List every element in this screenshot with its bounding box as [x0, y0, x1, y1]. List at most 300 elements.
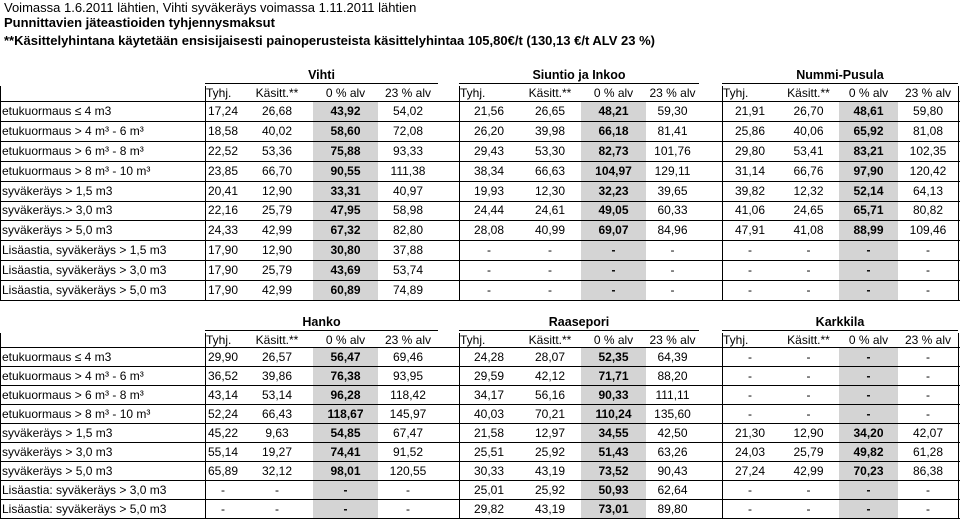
price-cell: 29,59: [473, 368, 505, 383]
price-cell: 60,89: [330, 283, 361, 298]
group-header: Vihti: [308, 68, 335, 82]
price-cell: 110,24: [595, 406, 632, 421]
price-cell: 90,33: [598, 387, 629, 402]
price-cell: -: [487, 283, 491, 298]
price-cell: 111,38: [390, 163, 426, 178]
price-cell: 135,60: [654, 406, 691, 421]
column-header: Käsitt.**: [528, 86, 572, 100]
price-cell: 120,55: [389, 463, 427, 478]
price-cell: 26,57: [261, 349, 293, 364]
row-rule: [0, 499, 960, 500]
price-cell: 30,80: [330, 243, 361, 258]
price-cell: 43,69: [330, 263, 361, 278]
price-cell: -: [926, 387, 930, 402]
price-cell: 76,38: [330, 368, 361, 383]
row-rule: [0, 121, 960, 122]
row-label: Lisäastia: syväkeräys > 5,0 m3: [2, 501, 167, 516]
price-cell: -: [806, 283, 811, 298]
price-cell: 39,98: [534, 123, 566, 138]
price-cell: 18,58: [207, 123, 239, 138]
price-cell: 64,13: [912, 183, 944, 198]
price-cell: 41,06: [734, 203, 766, 218]
price-cell: -: [926, 283, 930, 298]
price-cell: -: [806, 368, 811, 383]
column-header: 0 % alv: [593, 333, 634, 347]
price-cell: -: [611, 283, 616, 298]
row-label: Lisäastia, syväkeräys > 1,5 m3: [2, 243, 167, 258]
price-cell: -: [866, 368, 871, 383]
price-cell: 12,90: [261, 183, 293, 198]
price-cell: 53,36: [261, 143, 293, 158]
price-cell: 96,28: [330, 387, 361, 402]
price-cell: 88,20: [657, 368, 688, 383]
row-rule: [0, 461, 960, 462]
price-cell: -: [548, 283, 552, 298]
price-cell: 86,38: [912, 463, 944, 478]
price-cell: 25,51: [473, 444, 505, 459]
row-label: etukuormaus > 8 m³ - 10 m³: [2, 163, 151, 178]
price-cell: 58,98: [392, 203, 424, 218]
price-cell: -: [806, 501, 811, 516]
price-cell: 25,86: [734, 123, 766, 138]
price-cell: 83,21: [853, 143, 884, 158]
price-cell: -: [806, 349, 811, 364]
price-cell: 80,82: [912, 203, 944, 218]
price-cell: 81,41: [657, 123, 688, 138]
price-cell: 74,41: [330, 444, 361, 459]
price-cell: 29,80: [734, 143, 766, 158]
column-header: 23 % alv: [649, 333, 696, 347]
price-cell: -: [806, 263, 811, 278]
price-cell: 39,86: [261, 368, 293, 383]
price-cell: 19,93: [473, 183, 505, 198]
price-cell: -: [670, 243, 675, 258]
price-cell: 42,99: [261, 283, 293, 298]
header-rule: [0, 101, 960, 102]
price-cell: 90,43: [657, 463, 688, 478]
price-cell: 29,90: [207, 349, 239, 364]
price-cell: 24,33: [207, 223, 239, 238]
price-cell: 82,73: [598, 143, 629, 158]
price-cell: 24,03: [734, 444, 766, 459]
price-cell: 50,93: [598, 482, 629, 497]
price-cell: 65,89: [207, 463, 239, 478]
column-header: Käsitt.**: [528, 333, 572, 347]
price-cell: 88,99: [853, 223, 884, 238]
row-rule: [0, 220, 960, 221]
price-cell: 61,28: [912, 444, 944, 459]
price-cell: 73,52: [598, 463, 629, 478]
price-cell: 25,92: [534, 482, 566, 497]
price-cell: 23,85: [207, 163, 239, 178]
row-label: syväkeräys > 1,5 m3: [2, 425, 113, 440]
price-cell: 67,47: [392, 425, 424, 440]
price-cell: 48,61: [853, 103, 884, 118]
price-cell: -: [806, 243, 811, 258]
price-cell: 25,79: [261, 263, 293, 278]
price-cell: 39,65: [657, 183, 688, 198]
price-cell: 72,08: [392, 123, 424, 138]
price-cell: 55,14: [207, 444, 239, 459]
price-cell: -: [343, 482, 348, 497]
price-cell: -: [487, 263, 491, 278]
column-header: 0 % alv: [848, 333, 889, 347]
price-cell: -: [806, 406, 811, 421]
price-cell: 67,32: [330, 223, 361, 238]
price-cell: 29,43: [473, 143, 505, 158]
row-label: etukuormaus > 8 m³ - 10 m³: [2, 406, 151, 421]
group-underline: [205, 330, 438, 331]
price-cell: -: [221, 482, 225, 497]
price-cell: 60,33: [657, 203, 688, 218]
price-cell: -: [611, 243, 616, 258]
price-cell: 54,85: [330, 425, 361, 440]
price-cell: -: [866, 482, 871, 497]
row-label: Lisäastia: syväkeräys > 3,0 m3: [2, 482, 167, 497]
row-label: syväkeräys > 5,0 m3: [2, 463, 113, 478]
row-rule: [0, 240, 960, 241]
price-cell: -: [866, 387, 871, 402]
price-cell: 56,47: [330, 349, 361, 364]
price-cell: 53,30: [534, 143, 566, 158]
column-header: 23 % alv: [904, 333, 952, 347]
row-rule: [0, 161, 960, 162]
price-cell: 39,82: [734, 183, 766, 198]
row-label: syväkeräys > 3,0 m3: [2, 444, 113, 459]
row-label: etukuormaus ≤ 4 m3: [2, 349, 112, 364]
price-cell: -: [748, 501, 752, 516]
price-cell: -: [748, 349, 752, 364]
group-underline: [459, 83, 699, 84]
price-cell: 9,63: [265, 425, 289, 440]
price-cell: -: [487, 243, 491, 258]
page-title: Punnittavien jäteastioiden tyhjennysmaksut: [4, 15, 275, 30]
price-cell: 21,58: [473, 425, 505, 440]
column-header: Tyhj.: [460, 86, 486, 100]
row-label: Lisäastia, syväkeräys > 5,0 m3: [2, 283, 167, 298]
price-cell: 64,39: [657, 349, 688, 364]
column-header: Tyhj.: [723, 333, 749, 347]
price-cell: -: [748, 387, 752, 402]
price-cell: 40,03: [473, 406, 505, 421]
price-cell: 27,24: [734, 463, 766, 478]
price-cell: 28,08: [473, 223, 505, 238]
price-cell: 26,20: [473, 123, 505, 138]
price-cell: 101,76: [654, 143, 691, 158]
price-cell: 34,20: [853, 425, 884, 440]
price-cell: 70,23: [853, 463, 884, 478]
price-cell: 36,52: [207, 368, 239, 383]
group-header: Nummi-Pusula: [796, 68, 884, 82]
column-header: Käsitt.**: [787, 86, 830, 100]
price-cell: 56,16: [534, 387, 566, 402]
price-cell: 65,92: [853, 123, 884, 138]
price-cell: 82,80: [392, 223, 424, 238]
row-rule: [0, 201, 960, 202]
group-underline: [459, 330, 699, 331]
price-cell: 17,90: [207, 263, 239, 278]
row-rule: [0, 280, 960, 281]
price-cell: 12,97: [534, 425, 566, 440]
group-header: Hanko: [302, 315, 341, 329]
price-cell: 21,91: [734, 103, 766, 118]
price-cell: 37,88: [392, 243, 424, 258]
price-cell: 22,52: [207, 143, 239, 158]
price-cell: 102,35: [909, 143, 947, 158]
price-cell: 89,80: [657, 501, 688, 516]
price-cell: 24,28: [473, 349, 505, 364]
price-cell: 34,55: [598, 425, 629, 440]
price-cell: 12,90: [793, 425, 824, 440]
price-cell: -: [406, 482, 410, 497]
price-cell: 69,07: [598, 223, 629, 238]
column-header: 0 % alv: [325, 333, 366, 347]
price-cell: 70,21: [534, 406, 566, 421]
price-cell: 25,01: [473, 482, 505, 497]
row-rule: [0, 480, 960, 481]
price-cell: 24,65: [793, 203, 824, 218]
price-cell: 26,70: [793, 103, 824, 118]
column-header: Tyhj.: [460, 333, 486, 347]
price-cell: -: [926, 263, 930, 278]
price-cell: 29,82: [473, 501, 505, 516]
price-cell: -: [866, 501, 871, 516]
price-cell: 43,92: [330, 103, 361, 118]
group-underline: [722, 330, 958, 331]
price-cell: 63,26: [657, 444, 688, 459]
price-cell: 75,88: [330, 143, 361, 158]
price-cell: -: [866, 349, 871, 364]
group-header: Raasepori: [548, 315, 610, 329]
column-header: 23 % alv: [384, 86, 432, 100]
price-cell: 22,16: [207, 203, 239, 218]
header-rule: [0, 347, 960, 348]
price-cell: -: [748, 482, 752, 497]
row-rule: [0, 366, 960, 367]
price-cell: 97,90: [853, 163, 884, 178]
column-header: 23 % alv: [649, 86, 696, 100]
price-cell: 42,99: [793, 463, 824, 478]
row-label: etukuormaus > 4 m³ - 6 m³: [2, 123, 144, 138]
price-cell: 90,55: [330, 163, 361, 178]
price-cell: 19,27: [261, 444, 293, 459]
price-cell: 49,05: [598, 203, 629, 218]
price-cell: 43,19: [534, 463, 566, 478]
column-header: 23 % alv: [384, 333, 432, 347]
price-cell: 104,97: [595, 163, 632, 178]
price-cell: -: [866, 243, 871, 258]
group-underline: [205, 83, 438, 84]
row-label: etukuormaus ≤ 4 m3: [2, 103, 112, 118]
price-cell: 93,33: [392, 143, 424, 158]
price-cell: 73,01: [598, 501, 629, 516]
row-label: syväkeräys > 5,0 m3: [2, 223, 113, 238]
price-cell: -: [221, 501, 225, 516]
group-header: Siuntio ja Inkoo: [532, 68, 626, 82]
price-cell: 74,89: [392, 283, 424, 298]
price-cell: -: [806, 482, 811, 497]
price-cell: 34,17: [473, 387, 505, 402]
price-cell: 17,90: [207, 243, 239, 258]
row-rule: [0, 423, 960, 424]
price-cell: 145,97: [389, 406, 427, 421]
price-cell: 54,02: [392, 103, 424, 118]
price-cell: 42,12: [534, 368, 566, 383]
price-cell: 43,14: [207, 387, 239, 402]
price-cell: 25,79: [793, 444, 824, 459]
price-cell: 24,44: [473, 203, 505, 218]
price-cell: 17,90: [207, 283, 239, 298]
row-label: syväkeräys.> 3,0 m3: [2, 203, 113, 218]
price-cell: 52,24: [207, 406, 239, 421]
row-rule: [0, 385, 960, 386]
column-rule: [0, 333, 1, 518]
price-cell: -: [670, 283, 675, 298]
price-cell: 48,21: [598, 103, 629, 118]
column-header: 23 % alv: [904, 86, 952, 100]
price-cell: 69,46: [392, 349, 424, 364]
column-header: Käsitt.**: [255, 86, 299, 100]
price-cell: -: [275, 482, 279, 497]
price-cell: 40,97: [392, 183, 424, 198]
column-rule: [958, 333, 959, 518]
price-cell: 20,41: [207, 183, 239, 198]
price-cell: 66,18: [598, 123, 629, 138]
column-rule: [958, 86, 959, 300]
price-cell: -: [926, 349, 930, 364]
column-header: 0 % alv: [325, 86, 366, 100]
price-cell: 31,14: [734, 163, 766, 178]
price-cell: 66,43: [261, 406, 293, 421]
price-cell: 84,96: [657, 223, 688, 238]
price-cell: 40,06: [793, 123, 824, 138]
price-cell: -: [748, 263, 752, 278]
price-cell: 129,11: [654, 163, 691, 178]
price-cell: -: [343, 501, 348, 516]
column-header: Tyhj.: [206, 86, 232, 100]
row-rule: [0, 141, 960, 142]
price-cell: 38,34: [473, 163, 505, 178]
row-rule: [0, 442, 960, 443]
row-rule: [0, 404, 960, 405]
price-cell: 59,30: [657, 103, 688, 118]
row-rule: [0, 300, 960, 301]
price-cell: 53,74: [392, 263, 424, 278]
validity-note: Voimassa 1.6.2011 lähtien, Vihti syväkeräys voimassa 1.11.2011 lähtien: [4, 0, 417, 15]
price-cell: 53,14: [261, 387, 293, 402]
row-label: etukuormaus > 6 m³ - 8 m³: [2, 143, 144, 158]
column-header: Käsitt.**: [787, 333, 830, 347]
price-cell: -: [275, 501, 279, 516]
price-cell: -: [866, 283, 871, 298]
price-cell: 58,60: [330, 123, 361, 138]
price-cell: 47,95: [330, 203, 361, 218]
price-cell: 118,42: [390, 387, 426, 402]
group-underline: [722, 83, 958, 84]
column-rule: [0, 86, 1, 300]
price-cell: 32,12: [261, 463, 293, 478]
price-cell: 12,30: [534, 183, 566, 198]
column-header: Tyhj.: [723, 86, 749, 100]
price-cell: 30,33: [473, 463, 505, 478]
row-rule: [0, 260, 960, 261]
price-cell: 120,42: [909, 163, 947, 178]
price-cell: 66,70: [261, 163, 293, 178]
price-cell: -: [748, 368, 752, 383]
price-cell: -: [926, 406, 930, 421]
row-rule: [0, 181, 960, 182]
price-cell: -: [926, 368, 930, 383]
price-cell: 28,07: [534, 349, 566, 364]
price-cell: -: [926, 501, 930, 516]
price-cell: 52,35: [598, 349, 629, 364]
price-cell: 45,22: [207, 425, 239, 440]
price-cell: 47,91: [734, 223, 766, 238]
price-cell: 93,95: [392, 368, 424, 383]
price-cell: 33,31: [330, 183, 361, 198]
price-cell: 49,82: [853, 444, 884, 459]
price-cell: 111,11: [655, 387, 690, 402]
column-header: Käsitt.**: [255, 333, 299, 347]
price-cell: 71,71: [598, 368, 629, 383]
column-header: Tyhj.: [206, 333, 232, 347]
price-cell: 98,01: [330, 463, 361, 478]
price-cell: 40,02: [261, 123, 293, 138]
price-cell: 51,43: [598, 444, 629, 459]
price-cell: 43,19: [534, 501, 566, 516]
price-cell: 26,65: [534, 103, 566, 118]
price-cell: 42,07: [912, 425, 944, 440]
price-cell: 25,92: [534, 444, 566, 459]
price-cell: 12,90: [261, 243, 293, 258]
price-cell: -: [611, 263, 616, 278]
price-cell: 53,41: [793, 143, 824, 158]
price-cell: -: [748, 243, 752, 258]
group-header: Karkkila: [815, 315, 865, 329]
price-cell: 42,50: [657, 425, 688, 440]
price-cell: -: [926, 482, 930, 497]
price-cell: -: [866, 406, 871, 421]
price-cell: 12,32: [793, 183, 824, 198]
price-cell: 21,56: [473, 103, 505, 118]
price-cell: -: [406, 501, 410, 516]
row-label: etukuormaus > 6 m³ - 8 m³: [2, 387, 144, 402]
price-cell: 81,08: [912, 123, 944, 138]
price-cell: 17,24: [207, 103, 239, 118]
price-cell: -: [866, 263, 871, 278]
price-cell: 109,46: [909, 223, 947, 238]
price-cell: 41,08: [793, 223, 824, 238]
price-cell: -: [548, 243, 552, 258]
row-label: syväkeräys > 1,5 m3: [2, 183, 113, 198]
price-cell: 21,30: [734, 425, 766, 440]
price-cell: -: [748, 406, 752, 421]
price-cell: 40,99: [534, 223, 566, 238]
price-cell: -: [748, 283, 752, 298]
price-cell: -: [670, 263, 675, 278]
price-cell: 42,99: [261, 223, 293, 238]
processing-price-note: **Käsittelyhintana käytetään ensisijaisesti painoperusteista käsittelyhintaa 105,80€/t (130,13 €/t ALV 23 %): [4, 33, 656, 48]
price-cell: 66,63: [534, 163, 566, 178]
price-cell: -: [926, 243, 930, 258]
price-cell: 118,67: [327, 406, 364, 421]
price-cell: 65,71: [853, 203, 884, 218]
row-label: Lisäastia, syväkeräys > 3,0 m3: [2, 263, 167, 278]
price-cell: 59,80: [912, 103, 944, 118]
price-cell: 52,14: [853, 183, 884, 198]
price-cell: 25,79: [261, 203, 293, 218]
row-label: etukuormaus > 4 m³ - 6 m³: [2, 368, 144, 383]
